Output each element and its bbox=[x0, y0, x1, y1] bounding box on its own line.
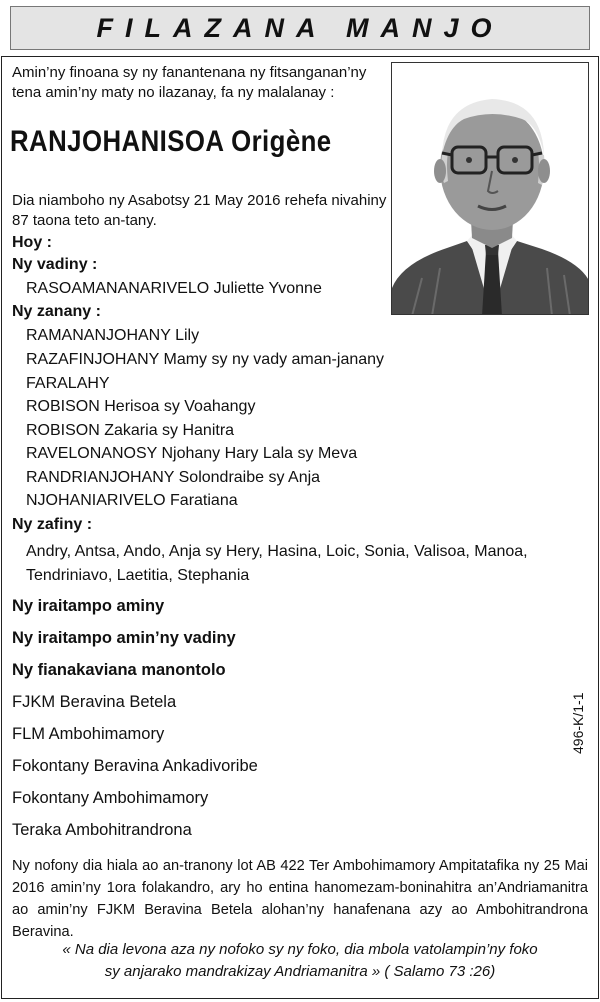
institution-item: Fokontany Beravina Ankadivoribe bbox=[12, 757, 258, 775]
relatives-item: Ny fianakaviana manontolo bbox=[12, 661, 226, 679]
institution-item: Teraka Ambohitrandrona bbox=[12, 821, 192, 839]
intro-text: Amin’ny finoana sy ny fanantenana ny fitsanganan’ny tena amin’ny maty no ilazanay, fa ny malalanay : bbox=[12, 64, 367, 101]
portrait-photo bbox=[391, 62, 589, 315]
child-item: FARALAHY bbox=[26, 375, 110, 392]
institution-item: FJKM Beravina Betela bbox=[12, 693, 177, 711]
spouse-label: Ny vadiny : bbox=[12, 256, 98, 273]
child-item: RANDRIANJOHANY Solondraibe sy Anja bbox=[26, 469, 321, 486]
closing-quote bbox=[12, 939, 588, 983]
child-item: RAVELONANOSY Njohany Hary Lala sy Meva bbox=[26, 445, 358, 462]
child-item: NJOHANIARIVELO Faratiana bbox=[26, 492, 238, 509]
death-statement: Dia niamboho ny Asabotsy 21 May 2016 rehefa nivahiny 87 taona teto an-tany. bbox=[12, 192, 387, 229]
quote-line-1: « Na dia levona aza ny nofoko sy ny foko, dia mbola vatolampin’ny foko bbox=[62, 941, 538, 958]
grandchildren-list: Andry, Antsa, Ando, Anja sy Hery, Hasina, Loic, Sonia, Valisoa, Manoa, Tendriniavo, Laetitia, Stephania bbox=[26, 543, 528, 584]
children-label: Ny zanany : bbox=[12, 303, 101, 320]
child-item: ROBISON Herisoa sy Voahangy bbox=[26, 398, 256, 415]
institution-item: FLM Ambohimamory bbox=[12, 725, 165, 743]
child-item: RAMANANJOHANY Lily bbox=[26, 327, 200, 344]
hoy-label: Hoy : bbox=[12, 234, 52, 251]
grandchildren-label: Ny zafiny : bbox=[12, 516, 93, 533]
quote-line-2: sy anjarako mandrakizay Andriamanitra » ( Salamo 73 :26) bbox=[104, 963, 496, 980]
reference-code: 496-K/1-1 bbox=[570, 692, 586, 754]
funeral-details: Ny nofony dia hiala ao an-tranony lot AB 422 Ter Ambohimamory Ampitatafika ny 25 Mai 2016 amin’ny 1ora folakandro, ary ho entina hanomezam-boninahitra an’Andriamanitra ao amin’ny FJKM Beravina Betela alohan’ny hanafenana azy ao Ambohitrandrona Beravina. bbox=[12, 858, 588, 940]
spouse-name: RASOAMANANARIVELO Juliette Yvonne bbox=[26, 280, 322, 297]
header-title: FILAZANA MANJO bbox=[96, 12, 504, 43]
deceased-name: RANJOHANISOA Origène bbox=[10, 125, 332, 158]
portrait-image bbox=[392, 63, 589, 315]
child-item: ROBISON Zakaria sy Hanitra bbox=[26, 422, 235, 439]
child-item: RAZAFINJOHANY Mamy sy ny vady aman-janany bbox=[26, 351, 385, 368]
header-banner bbox=[10, 6, 590, 50]
relatives-item: Ny iraitampo amin’ny vadiny bbox=[12, 629, 236, 647]
institution-item: Fokontany Ambohimamory bbox=[12, 789, 209, 807]
relatives-item: Ny iraitampo aminy bbox=[12, 597, 165, 615]
